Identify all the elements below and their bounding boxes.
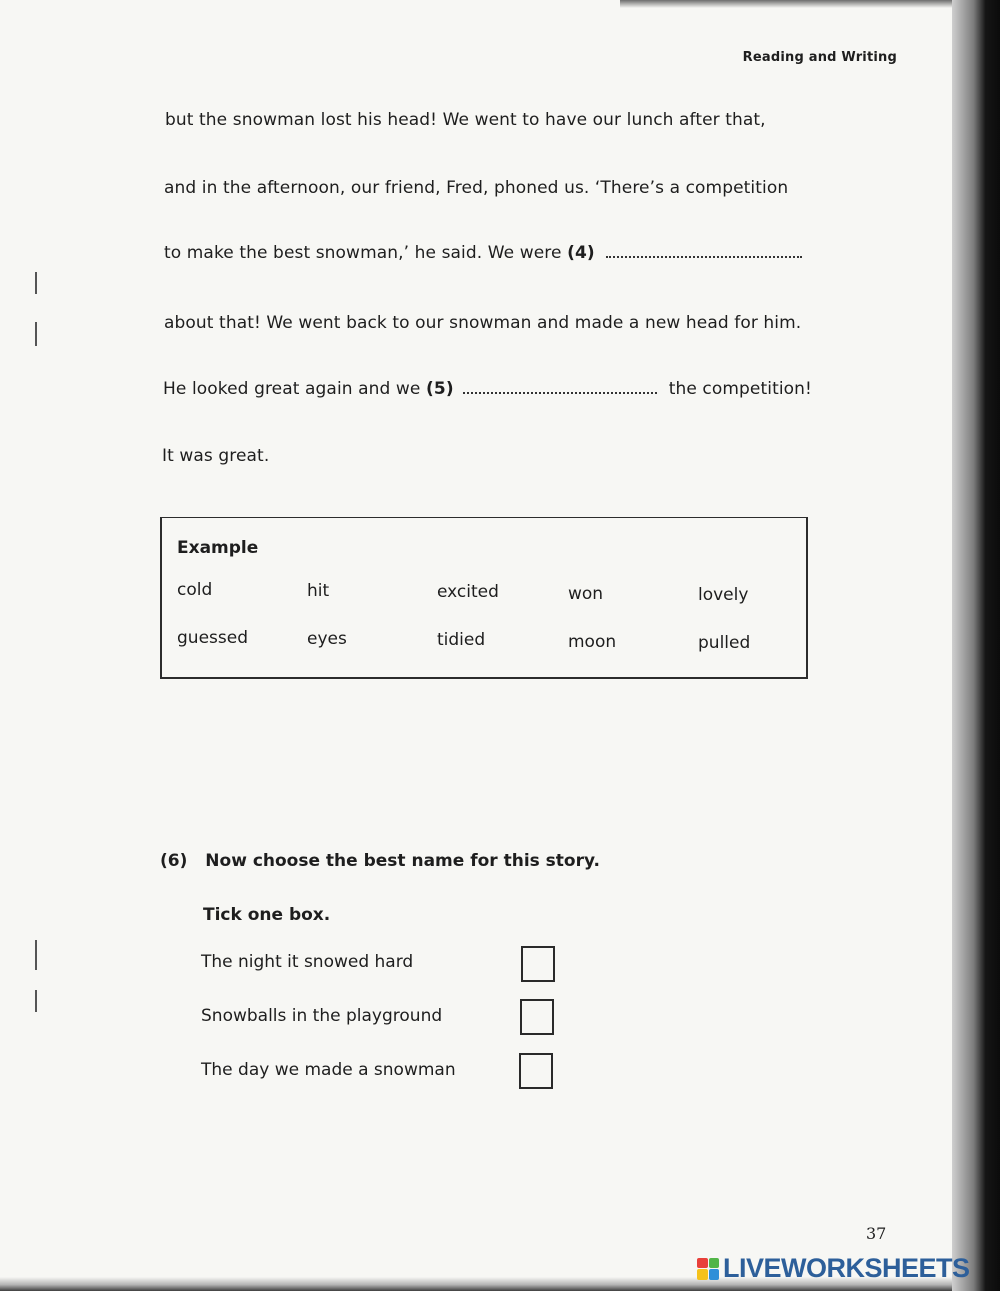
word-bank-word: cold <box>177 580 213 600</box>
story-line-4: about that! We went back to our snowman and made a new head for him. <box>164 313 802 333</box>
tick-box-option-2[interactable] <box>520 999 554 1035</box>
story-line-2: and in the afternoon, our friend, Fred, phoned us. ‘There’s a competition <box>164 178 789 198</box>
scan-mark <box>35 940 37 970</box>
word-bank-word: moon <box>568 632 617 652</box>
page-top-shadow <box>620 0 952 8</box>
option-night-snowed: The night it snowed hard <box>201 952 414 972</box>
story-line-5-text: He looked great again and we <box>163 379 421 399</box>
gap-5-label: (5) <box>426 379 454 399</box>
word-bank-title: Example <box>177 538 259 558</box>
watermark-text: LIVEWORKSHEETS <box>723 1253 970 1283</box>
story-line-3 <box>164 243 802 263</box>
word-bank-word: tidied <box>437 630 486 650</box>
section-header: Reading and Writing <box>742 50 897 65</box>
story-line-6: It was great. <box>162 446 270 466</box>
word-bank-word: guessed <box>177 628 248 648</box>
gap-4-answer-blank[interactable] <box>606 246 802 258</box>
question-6-instruction: Tick one box. <box>203 905 331 925</box>
scan-mark <box>35 322 37 346</box>
gap-4-label: (4) <box>567 243 595 263</box>
story-line-5-end: the competition! <box>668 379 812 399</box>
story-line-1: but the snowman lost his head! We went to have our lunch after that, <box>165 110 766 130</box>
page-number: 37 <box>866 1224 887 1243</box>
story-line-3-text: to make the best snowman,’ he said. We were <box>164 243 562 263</box>
word-bank-word: pulled <box>698 633 751 653</box>
tick-box-option-1[interactable] <box>521 946 555 982</box>
word-bank-word: excited <box>437 582 499 602</box>
question-6-prompt: Now choose the best name for this story. <box>205 851 600 871</box>
page-binding-shadow <box>952 0 1000 1291</box>
option-day-made-snowman: The day we made a snowman <box>201 1060 456 1080</box>
gap-5-answer-blank[interactable] <box>463 382 657 394</box>
word-bank-word: hit <box>307 581 330 601</box>
word-bank-word: eyes <box>307 629 347 649</box>
question-6-number: (6) <box>160 851 188 871</box>
tick-box-option-3[interactable] <box>519 1053 553 1089</box>
story-line-5 <box>163 379 812 399</box>
word-bank-box <box>160 517 808 679</box>
question-6 <box>160 851 600 871</box>
scan-mark <box>35 990 37 1012</box>
word-bank-word: won <box>568 584 604 604</box>
liveworksheets-logo-icon <box>697 1258 719 1280</box>
liveworksheets-watermark <box>697 1253 970 1284</box>
scan-mark <box>35 272 37 294</box>
word-bank-word: lovely <box>698 585 749 605</box>
option-snowballs-playground: Snowballs in the playground <box>201 1006 443 1026</box>
